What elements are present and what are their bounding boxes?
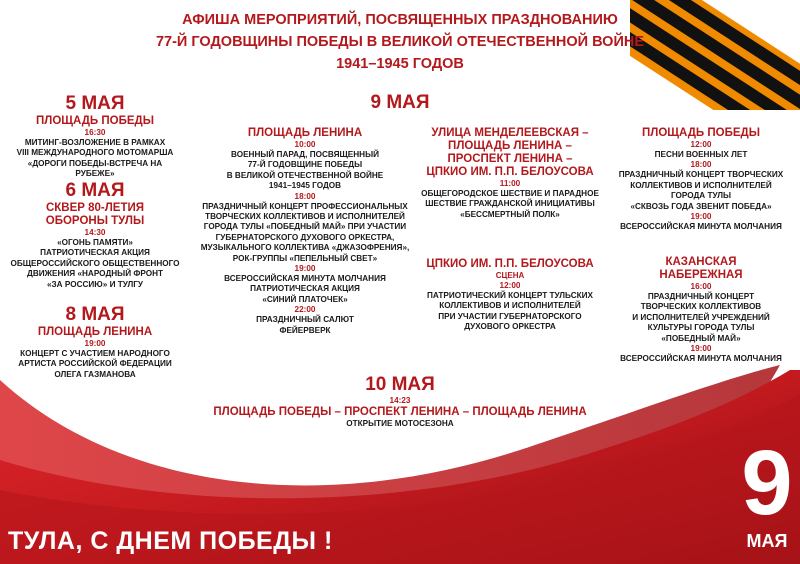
event-line: 77-Й ГОДОВЩИНЕ ПОБЕДЫ <box>247 160 363 170</box>
may6-place: ОБОРОНЫ ТУЛЫ <box>45 215 145 227</box>
event-time: 19:00 <box>690 212 712 222</box>
event-line: ВСЕРОССИЙСКАЯ МИНУТА МОЛЧАНИЯ <box>620 222 782 232</box>
may10-line: ОТКРЫТИЕ МОТОСЕЗОНА <box>346 419 454 428</box>
may8-date: 8 МАЯ <box>65 304 125 325</box>
event-line: КУЛЬТУРЫ ГОРОДА ТУЛЫ <box>647 323 755 333</box>
event-line: ГОРОДА ТУЛЫ <box>670 191 732 201</box>
may9-cpkio-subtitle: СЦЕНА <box>495 271 525 280</box>
event-line: В ВЕЛИКОЙ ОТЕЧЕСТВЕННОЙ ВОЙНЕ <box>226 170 384 180</box>
event-line: ВОЕННЫЙ ПАРАД, ПОСВЯЩЕННЫЙ <box>231 150 379 159</box>
event-line: ТВОРЧЕСКИХ КОЛЛЕКТИВОВ <box>640 302 762 312</box>
may10-place: ПЛОЩАДЬ ПОБЕДЫ – ПРОСПЕКТ ЛЕНИНА – ПЛОЩАДЬ ЛЕНИНА <box>213 406 587 418</box>
header-title-line-3: 1941–1945 ГОДОВ <box>336 56 464 72</box>
may5-time: 16:30 <box>84 128 106 137</box>
may5-place: ПЛОЩАДЬ ПОБЕДЫ <box>36 115 154 127</box>
may9-mendeleev-block <box>415 127 605 220</box>
event-line: 1941–1945 ГОДОВ <box>268 181 342 191</box>
may6-place: СКВЕР 80-ЛЕТИЯ <box>45 202 145 214</box>
event-line: ПАТРИОТИЧЕСКИЙ КОНЦЕРТ ТУЛЬСКИХ <box>427 291 593 300</box>
may5-line: «ДОРОГИ ПОБЕДЫ-ВСТРЕЧА НА РУБЕЖЕ» <box>27 158 163 179</box>
event-line: ПЕСНИ ВОЕННЫХ ЛЕТ <box>654 150 748 159</box>
may6-line: «ЗА РОССИЮ» И ТУЛГУ <box>47 279 143 289</box>
event-line: «БЕССМЕРТНЫЙ ПОЛК» <box>460 209 560 219</box>
event-line: «СИНИЙ ПЛАТОЧЕК» <box>262 294 348 304</box>
header-title-line-2: 77-Й ГОДОВЩИНЫ ПОБЕДЫ В ВЕЛИКОЙ ОТЕЧЕСТВЕННОЙ ВОЙНЕ <box>155 34 645 50</box>
may9-lenina-place: ПЛОЩАДЬ ЛЕНИНА <box>247 127 363 139</box>
may10-time: 14:23 <box>389 396 411 405</box>
event-line: «СКВОЗЬ ГОДА ЗВЕНИТ ПОБЕДА» <box>630 201 772 211</box>
event-line: МУЗЫКАЛЬНОГО КОЛЛЕКТИВА «ДЖАЗОФРЕНИЯ», <box>200 243 410 253</box>
event-time: 19:00 <box>690 344 712 354</box>
big-may: МАЯ <box>746 531 788 551</box>
footer-slogan: ТУЛА, С ДНЕМ ПОБЕДЫ ! <box>8 527 333 555</box>
header-title-line-1: АФИША МЕРОПРИЯТИЙ, ПОСВЯЩЕННЫХ ПРАЗДНОВАНИЮ <box>182 12 618 28</box>
may6-time: 14:30 <box>84 228 106 237</box>
event-time: 16:00 <box>690 282 712 291</box>
may6-line: ПАТРИОТИЧЕСКАЯ АКЦИЯ <box>40 248 150 258</box>
may6-line: ДВИЖЕНИЯ «НАРОДНЫЙ ФРОНТ <box>27 269 163 279</box>
may6-date: 6 МАЯ <box>65 180 125 201</box>
big-nine: 9 <box>741 432 793 534</box>
event-time: 12:00 <box>690 140 712 149</box>
event-time: 10:00 <box>294 140 316 149</box>
may9-mendeleev-place: ЦПКИО ИМ. П.П. БЕЛОУСОВА <box>426 166 594 178</box>
event-line: ПРИ УЧАСТИИ ГУБЕРНАТОРСКОГО <box>438 311 582 321</box>
may5-line: VIII МЕЖДУНАРОДНОГО МОТОМАРША <box>16 148 174 158</box>
may5-block <box>10 93 180 180</box>
may8-place: ПЛОЩАДЬ ЛЕНИНА <box>37 326 153 338</box>
event-line: «ПОБЕДНЫЙ МАЙ» <box>661 333 741 343</box>
may8-line: ОЛЕГА ГАЗМАНОВА <box>54 369 136 379</box>
may9-pobedy-block <box>612 127 790 232</box>
may8-block <box>10 304 180 380</box>
may9-kazan-block <box>612 256 790 364</box>
may10-date: 10 МАЯ <box>365 374 435 395</box>
may9-mendeleev-place: ПРОСПЕКТ ЛЕНИНА – <box>447 153 573 165</box>
may9-kazan-place: КАЗАНСКАЯ <box>665 256 737 268</box>
may9-mendeleev-place: УЛИЦА МЕНДЕЛЕЕВСКАЯ – <box>431 127 589 139</box>
event-line: ПРАЗДНИЧНЫЙ КОНЦЕРТ ТВОРЧЕСКИХ <box>618 170 784 180</box>
may8-line: АРТИСТА РОССИЙСКОЙ ФЕДЕРАЦИИ <box>18 359 172 369</box>
event-line: ГУБЕРНАТОРСКОГО ДУХОВОГО ОРКЕСТРА, <box>215 232 395 242</box>
event-time: 18:00 <box>690 160 712 170</box>
may9-pobedy-place: ПЛОЩАДЬ ПОБЕДЫ <box>642 127 760 139</box>
event-time: 18:00 <box>294 191 316 201</box>
may9-lenina-block <box>200 127 410 336</box>
may8-line: КОНЦЕРТ С УЧАСТИЕМ НАРОДНОГО <box>20 349 170 358</box>
event-line: ГОРОДА ТУЛЫ «ПОБЕДНЫЙ МАЙ» ПРИ УЧАСТИИ <box>203 222 407 232</box>
event-line: КОЛЛЕКТИВОВ И ИСПОЛНИТЕЛЕЙ <box>439 301 581 311</box>
event-line: КОЛЛЕКТИВОВ И ИСПОЛНИТЕЛЕЙ <box>630 180 772 190</box>
event-line: ОБЩЕГОРОДСКОЕ ШЕСТВИЕ И ПАРАДНОЕ <box>421 189 599 198</box>
event-line: ВСЕРОССИЙСКАЯ МИНУТА МОЛЧАНИЯ <box>224 274 386 284</box>
may6-line: «ОГОНЬ ПАМЯТИ» <box>57 238 133 247</box>
event-line: ПРАЗДНИЧНЫЙ САЛЮТ <box>256 315 354 325</box>
may9-date: 9 МАЯ <box>370 92 430 113</box>
event-line: ПРАЗДНИЧНЫЙ КОНЦЕРТ ПРОФЕССИОНАЛЬНЫХ <box>202 201 408 211</box>
event-time: 11:00 <box>499 179 521 188</box>
event-time: 12:00 <box>499 281 521 290</box>
event-line: ФЕЙЕРВЕРК <box>279 325 331 335</box>
may5-line: МИТИНГ-ВОЗЛОЖЕНИЕ В РАМКАХ <box>24 138 166 147</box>
may9-cpkio-place: ЦПКИО ИМ. П.П. БЕЛОУСОВА <box>426 258 594 270</box>
may6-line: ОБЩЕРОССИЙСКОГО ОБЩЕСТВЕННОГО <box>10 258 180 268</box>
event-line: РОК-ГРУППЫ «ПЕПЕЛЬНЫЙ СВЕТ» <box>232 253 378 263</box>
may9-kazan-place: НАБЕРЕЖНАЯ <box>659 269 743 281</box>
event-line: ДУХОВОГО ОРКЕСТРА <box>464 322 556 332</box>
event-time: 22:00 <box>294 305 316 315</box>
event-time: 19:00 <box>294 264 316 274</box>
event-line: ШЕСТВИЕ ГРАЖДАНСКОЙ ИНИЦИАТИВЫ <box>425 199 595 209</box>
may5-date: 5 МАЯ <box>65 93 125 114</box>
may9-cpkio-block <box>415 258 605 333</box>
event-line: ПАТРИОТИЧЕСКАЯ АКЦИЯ <box>250 284 360 294</box>
event-line: ПРАЗДНИЧНЫЙ КОНЦЕРТ <box>647 292 755 301</box>
may6-block <box>10 180 180 290</box>
event-line: ВСЕРОССИЙСКАЯ МИНУТА МОЛЧАНИЯ <box>620 354 782 364</box>
may9-mendeleev-place: ПЛОЩАДЬ ЛЕНИНА – <box>448 140 572 152</box>
event-line: ТВОРЧЕСКИХ КОЛЛЕКТИВОВ И ИСПОЛНИТЕЛЕЙ <box>205 212 405 222</box>
event-line: И ИСПОЛНИТЕЛЕЙ УЧРЕЖДЕНИЙ <box>632 312 770 322</box>
may8-time: 19:00 <box>84 339 106 348</box>
may10-block <box>180 374 620 429</box>
